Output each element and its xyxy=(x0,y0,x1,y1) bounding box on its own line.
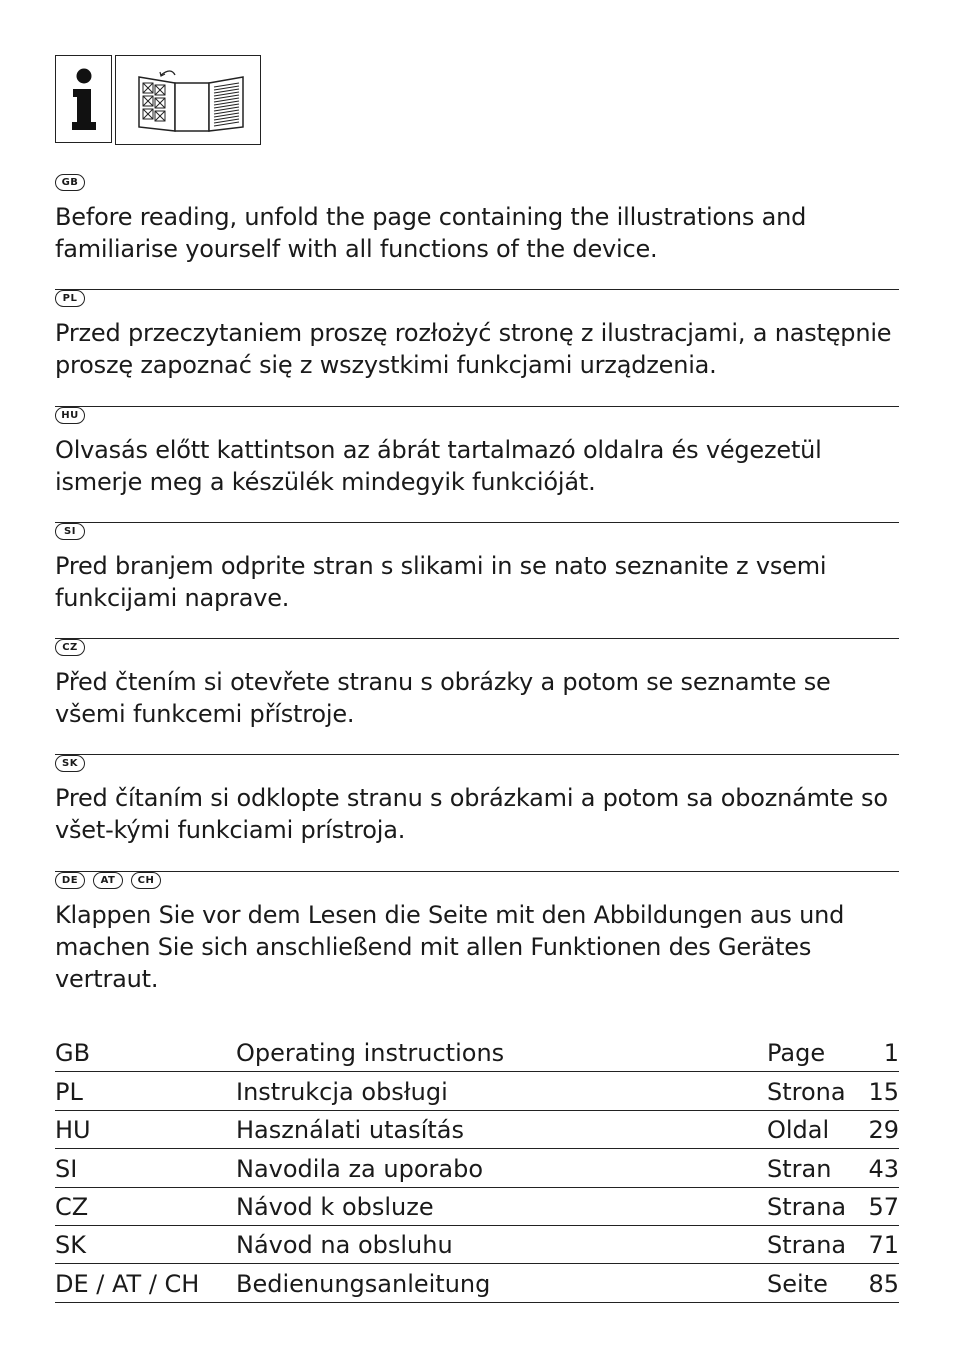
country-badge: SI xyxy=(55,523,85,540)
toc-code: CZ xyxy=(55,1192,89,1221)
toc-page-label: Seite xyxy=(767,1269,828,1298)
toc-title: Návod k obsluze xyxy=(236,1192,434,1221)
toc-code: DE / AT / CH xyxy=(55,1269,200,1298)
country-badge: DE xyxy=(55,872,85,889)
toc-page-label: Oldal xyxy=(767,1116,830,1145)
country-badges xyxy=(55,174,85,191)
toc-row[interactable] xyxy=(55,1264,899,1302)
toc-title: Navodila za uporabo xyxy=(236,1154,484,1183)
toc-code: GB xyxy=(55,1039,91,1068)
toc-page-label: Stran xyxy=(767,1154,832,1183)
toc-code: HU xyxy=(55,1116,91,1145)
info-i-icon xyxy=(55,55,112,143)
section-cz xyxy=(55,639,899,755)
country-badge: AT xyxy=(93,872,123,889)
country-badges xyxy=(55,755,85,772)
section-text: Before reading, unfold the page containing the illustrations and familiarise yourself with all functions of the device. xyxy=(55,203,807,263)
header-icons xyxy=(55,55,261,145)
toc-row[interactable] xyxy=(55,1188,899,1226)
toc-page-label: Strona xyxy=(767,1077,846,1106)
section-pl xyxy=(55,290,899,406)
country-badge: HU xyxy=(55,407,85,424)
country-badge: PL xyxy=(55,290,85,307)
toc-page-number: 29 xyxy=(868,1116,899,1145)
section-text: Olvasás előtt kattintson az ábrát tartalmazó oldalra és végezetül ismerje meg a készülék mindegyik funkcióját. xyxy=(55,435,822,496)
toc-title: Használati utasítás xyxy=(236,1116,464,1145)
toc-title: Operating instructions xyxy=(236,1039,505,1068)
toc-title: Instrukcja obsługi xyxy=(236,1077,448,1106)
toc-page-number: 1 xyxy=(883,1039,899,1068)
toc-code: SK xyxy=(55,1231,86,1260)
language-notes xyxy=(55,174,899,993)
country-badges xyxy=(55,639,85,656)
toc-page-number: 71 xyxy=(868,1231,899,1260)
section-gb xyxy=(55,174,899,290)
country-badges xyxy=(55,290,85,307)
toc-row[interactable] xyxy=(55,1072,899,1110)
toc-code: PL xyxy=(55,1077,83,1106)
section-sk xyxy=(55,755,899,871)
toc-page-label: Strana xyxy=(767,1231,847,1260)
toc-row[interactable] xyxy=(55,1034,899,1072)
section-text: Przed przeczytaniem proszę rozłożyć stronę z ilustracjami, a następnie proszę zapoznać się z wszystkimi funkcjami urządzenia. xyxy=(55,319,892,380)
toc-page-number: 15 xyxy=(868,1077,899,1106)
toc-page-label: Page xyxy=(767,1039,826,1068)
toc-title: Bedienungsanleitung xyxy=(236,1269,491,1298)
toc-title: Návod na obsluhu xyxy=(236,1231,453,1260)
country-badge: CH xyxy=(131,872,161,889)
toc-page-number: 85 xyxy=(868,1269,899,1298)
country-badges xyxy=(55,523,85,540)
section-text: Pred branjem odprite stran s slikami in se nato seznanite z vsemi funkcijami naprave. xyxy=(55,551,827,612)
section-text: Pred čítaním si odklopte stranu s obrázkami a potom sa oboznámte so všet-kými funkciami prístroja. xyxy=(55,784,888,845)
section-text: Před čtením si otevřete stranu s obrázky a potom se seznamte se všemi funkcemi přístroje. xyxy=(55,668,831,729)
country-badge: CZ xyxy=(55,639,85,656)
section-de-at-ch xyxy=(55,872,899,993)
toc-row[interactable] xyxy=(55,1149,899,1187)
table-of-contents xyxy=(55,1034,899,1303)
toc-page-number: 57 xyxy=(868,1192,899,1221)
unfold-page-illustration-icon xyxy=(115,55,261,145)
section-si xyxy=(55,523,899,639)
section-text: Klappen Sie vor dem Lesen die Seite mit den Abbildungen aus und machen Sie sich anschließend mit allen Funktionen des Gerätes vertraut. xyxy=(55,900,845,993)
section-hu xyxy=(55,407,899,523)
country-badge: GB xyxy=(55,174,85,191)
toc-page-label: Strana xyxy=(767,1192,847,1221)
toc-row[interactable] xyxy=(55,1111,899,1149)
toc-page-number: 43 xyxy=(868,1154,899,1183)
toc-row[interactable] xyxy=(55,1226,899,1264)
country-badges xyxy=(55,872,161,889)
toc-code: SI xyxy=(55,1154,78,1183)
country-badges xyxy=(55,407,85,424)
country-badge: SK xyxy=(55,755,85,772)
